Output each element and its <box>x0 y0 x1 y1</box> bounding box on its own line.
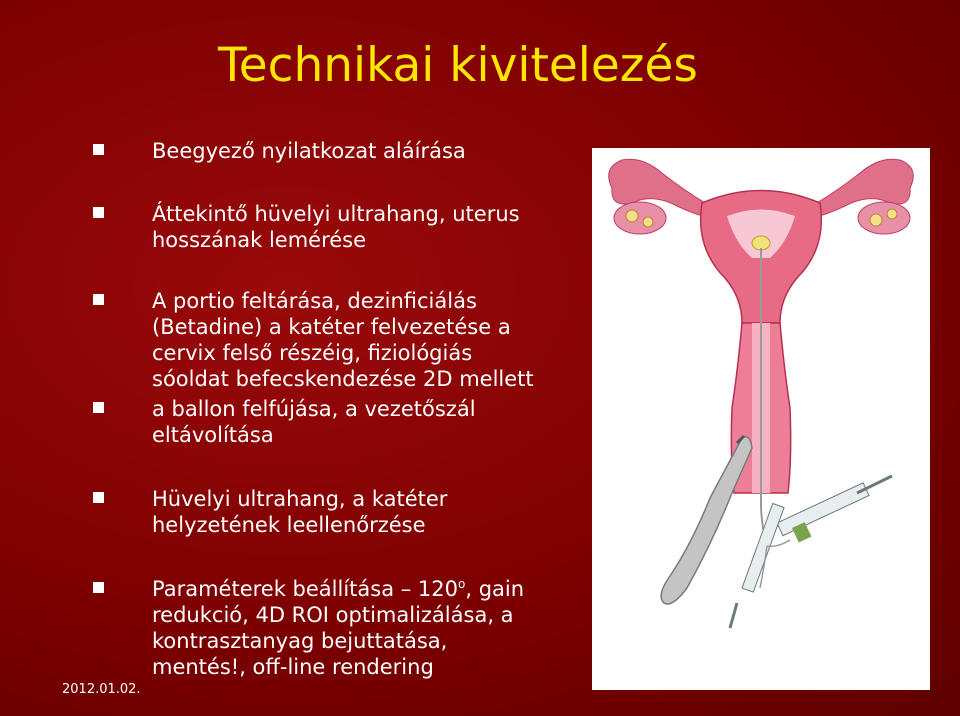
bullet-text-balloon: a ballon felfújása, a vezetőszál eltávolítása <box>152 397 476 447</box>
slide-date: 2012.01.02. <box>62 682 141 697</box>
bullet-marker <box>93 582 104 593</box>
bullet-marker <box>93 402 104 413</box>
bullet-text-parameters <box>152 576 582 680</box>
bullet-marker <box>93 144 104 155</box>
uterus-catheter-illustration <box>592 148 930 690</box>
right-ovary <box>858 202 910 234</box>
degree-sup: o <box>458 577 466 591</box>
syringe-upper <box>777 476 892 543</box>
parameters-text-end: , gain redukció, 4D ROI optimalizálása, a kontrasztanyag bejuttatása, mentés!, off-line rendering <box>152 577 525 679</box>
bullet-marker <box>93 294 104 305</box>
left-ovary <box>614 202 666 234</box>
illustration-svg <box>592 148 930 690</box>
speculum <box>661 437 752 604</box>
catheter-balloon <box>752 236 770 250</box>
slide-title: Technikai kivitelezés <box>218 38 698 93</box>
bullet-text-check: Hüvelyi ultrahang, a katéter helyzetének leellenőrzése <box>152 487 448 537</box>
syringe-lower <box>730 503 784 628</box>
bullet-text-catheter: A portio feltárása, dezinficiálás (Betadine) a katéter felvezetése a cervix felső részéig, fiziológiás sóoldat befecskendezése 2D mellett <box>152 289 534 391</box>
bullet-marker <box>93 492 104 503</box>
bullet-text-ultrasound: Áttekintő hüvelyi ultrahang, uterus hosszának lemérése <box>152 202 520 252</box>
bullet-text-consent: Beegyező nyilatkozat aláírása <box>152 139 466 163</box>
bullet-marker <box>93 207 104 218</box>
parameters-text-start: Paraméterek beállítása – 120 <box>152 577 459 601</box>
